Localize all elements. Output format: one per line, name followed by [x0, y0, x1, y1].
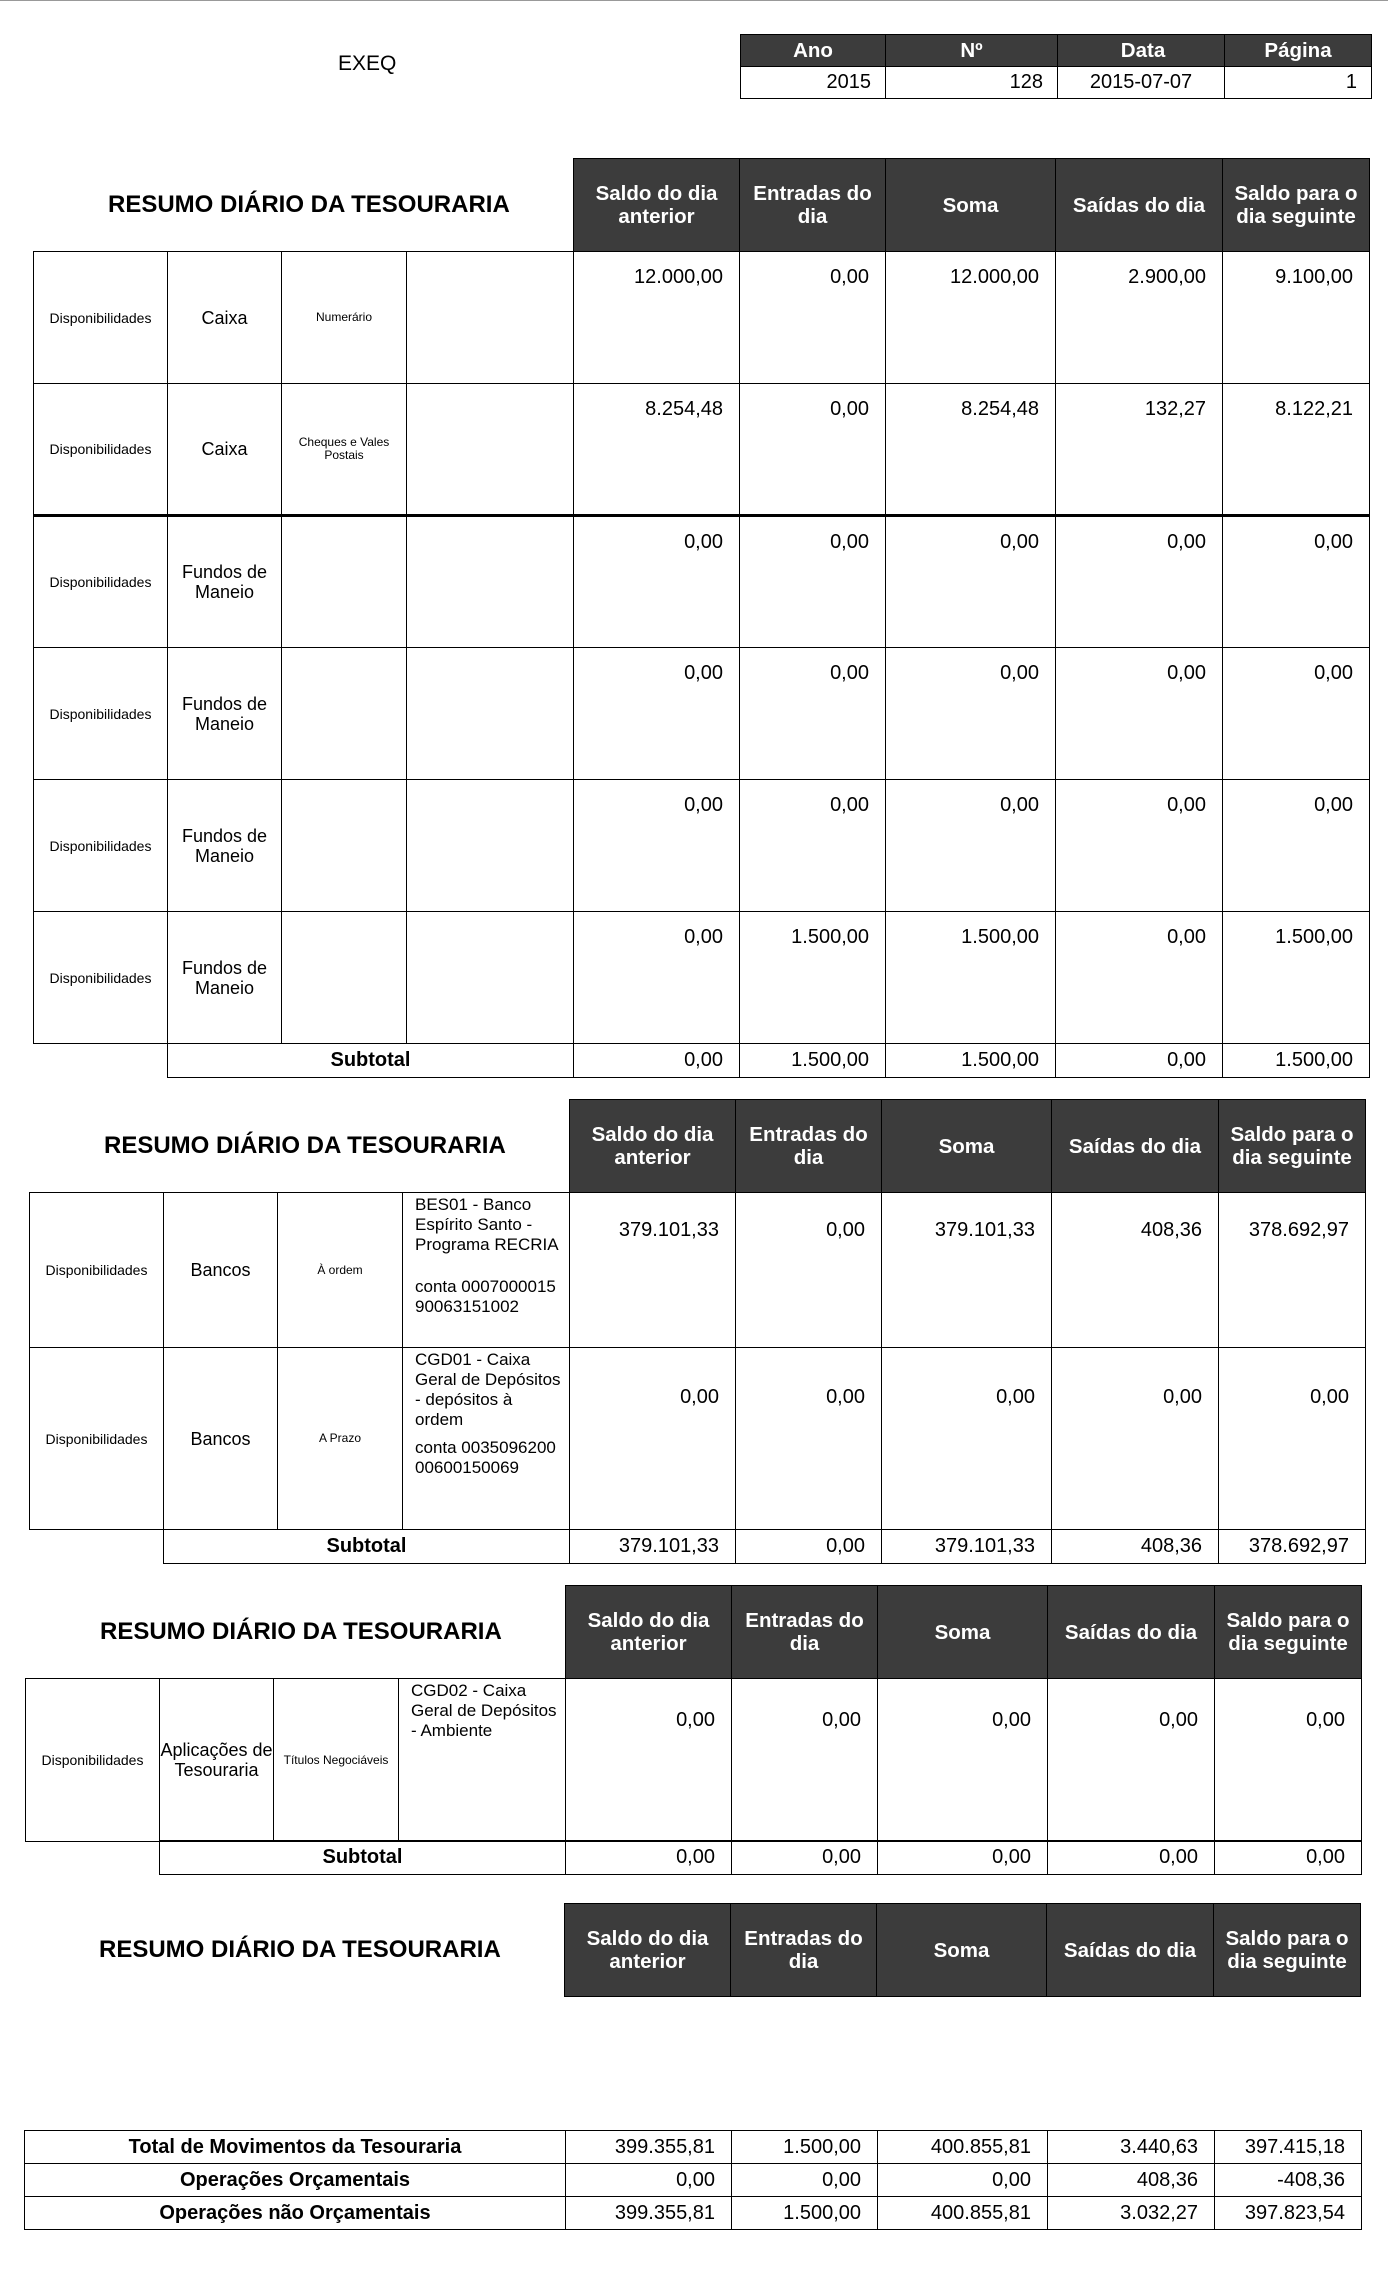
total-next-balance: 397.415,18 [1215, 2131, 1362, 2164]
value-inflows: 0,00 [740, 516, 886, 648]
col-header-next-balance: Saldo para o dia seguinte [1219, 1100, 1366, 1193]
account-group: Bancos [164, 1193, 278, 1348]
value-outflows: 0,00 [1056, 648, 1223, 780]
account-class: Disponibilidades [34, 912, 168, 1044]
totals-table [24, 2130, 1362, 2230]
account-class: Disponibilidades [26, 1679, 160, 1842]
subtotal-previous-balance: 379.101,33 [570, 1530, 736, 1564]
account-description [407, 252, 574, 384]
account-type [282, 780, 407, 912]
col-header-inflows: Entradas do dia [740, 159, 886, 252]
value-outflows: 0,00 [1052, 1348, 1219, 1530]
section3-column-header [565, 1585, 1362, 1679]
entity-name: EXEQ [338, 52, 397, 75]
total-outflows: 3.032,27 [1048, 2197, 1215, 2230]
col-header-outflows: Saídas do dia [1048, 1586, 1215, 1679]
value-previous-balance: 8.254,48 [574, 384, 740, 516]
value-next-balance: 8.122,21 [1223, 384, 1370, 516]
meta-number: 128 [886, 67, 1058, 99]
account-type: Numerário [282, 252, 407, 384]
col-header-previous-balance: Saldo do dia anterior [565, 1904, 731, 1997]
table-row [30, 1348, 1366, 1530]
account-class: Disponibilidades [30, 1193, 164, 1348]
bank-account-number: conta 000700001590063151002 [415, 1277, 556, 1316]
account-group: Fundos de Maneio [168, 780, 282, 912]
total-inflows: 0,00 [732, 2164, 878, 2197]
subtotal-label: Subtotal [164, 1530, 570, 1564]
value-next-balance: 0,00 [1215, 1679, 1362, 1842]
value-previous-balance: 0,00 [574, 516, 740, 648]
section-title: RESUMO DIÁRIO DA TESOURARIA [104, 1132, 506, 1159]
value-next-balance: 1.500,00 [1223, 912, 1370, 1044]
meta-page: 1 [1225, 67, 1372, 99]
col-header-previous-balance: Saldo do dia anterior [566, 1586, 732, 1679]
subtotal-sum: 0,00 [878, 1841, 1048, 1875]
total-label: Total de Movimentos da Tesouraria [25, 2131, 566, 2164]
value-sum: 0,00 [882, 1348, 1052, 1530]
document-meta-table [740, 34, 1372, 99]
value-sum: 8.254,48 [886, 384, 1056, 516]
bank-account-name: CGD01 - Caixa Geral de Depósitos - depósitos à ordem [415, 1350, 561, 1429]
account-description: CGD02 - Caixa Geral de Depósitos - Ambiente [399, 1679, 566, 1842]
subtotal-next-balance: 378.692,97 [1219, 1530, 1366, 1564]
account-type: A Prazo [278, 1348, 403, 1530]
meta-year: 2015 [741, 67, 886, 99]
value-inflows: 0,00 [740, 384, 886, 516]
col-header-inflows: Entradas do dia [736, 1100, 882, 1193]
section-title: RESUMO DIÁRIO DA TESOURARIA [99, 1936, 501, 1963]
section1-column-header [573, 158, 1370, 252]
col-header-outflows: Saídas do dia [1047, 1904, 1214, 1997]
value-inflows: 0,00 [740, 780, 886, 912]
col-header-outflows: Saídas do dia [1052, 1100, 1219, 1193]
section2-column-header [569, 1099, 1366, 1193]
col-header-sum: Soma [882, 1100, 1052, 1193]
col-header-previous-balance: Saldo do dia anterior [574, 159, 740, 252]
total-sum: 0,00 [878, 2164, 1048, 2197]
meta-label-page: Página [1225, 35, 1372, 67]
value-inflows: 0,00 [740, 648, 886, 780]
value-previous-balance: 0,00 [570, 1348, 736, 1530]
subtotal-inflows: 1.500,00 [740, 1044, 886, 1078]
total-next-balance: 397.823,54 [1215, 2197, 1362, 2230]
col-header-inflows: Entradas do dia [732, 1586, 878, 1679]
col-header-sum: Soma [878, 1586, 1048, 1679]
account-class: Disponibilidades [34, 384, 168, 516]
account-description [407, 384, 574, 516]
table-row [34, 780, 1370, 912]
table-row [34, 252, 1370, 384]
meta-date: 2015-07-07 [1058, 67, 1225, 99]
table-row [34, 384, 1370, 516]
meta-label-date: Data [1058, 35, 1225, 67]
value-inflows: 0,00 [736, 1193, 882, 1348]
subtotal-outflows: 0,00 [1056, 1044, 1223, 1078]
account-type: Títulos Negociáveis [274, 1679, 399, 1842]
col-header-previous-balance: Saldo do dia anterior [570, 1100, 736, 1193]
table-row [25, 2197, 1362, 2230]
total-outflows: 408,36 [1048, 2164, 1215, 2197]
table-row [30, 1193, 1366, 1348]
table-row [34, 912, 1370, 1044]
table-row [25, 2164, 1362, 2197]
account-description [407, 648, 574, 780]
account-type [282, 912, 407, 1044]
account-group: Fundos de Maneio [168, 648, 282, 780]
col-header-sum: Soma [886, 159, 1056, 252]
subtotal-next-balance: 1.500,00 [1223, 1044, 1370, 1078]
value-inflows: 0,00 [732, 1679, 878, 1842]
value-outflows: 0,00 [1048, 1679, 1215, 1842]
total-inflows: 1.500,00 [732, 2197, 878, 2230]
value-previous-balance: 0,00 [574, 780, 740, 912]
col-header-next-balance: Saldo para o dia seguinte [1223, 159, 1370, 252]
account-description [407, 912, 574, 1044]
meta-label-number: Nº [886, 35, 1058, 67]
account-group: Caixa [168, 384, 282, 516]
account-class: Disponibilidades [34, 648, 168, 780]
value-previous-balance: 0,00 [574, 912, 740, 1044]
subtotal-inflows: 0,00 [732, 1841, 878, 1875]
col-header-sum: Soma [877, 1904, 1047, 1997]
value-sum: 379.101,33 [882, 1193, 1052, 1348]
col-header-inflows: Entradas do dia [731, 1904, 877, 1997]
subtotal-label: Subtotal [160, 1841, 566, 1875]
value-next-balance: 0,00 [1223, 516, 1370, 648]
total-label: Operações Orçamentais [25, 2164, 566, 2197]
section1-rows [34, 252, 1370, 1044]
section-title: RESUMO DIÁRIO DA TESOURARIA [108, 191, 510, 218]
col-header-next-balance: Saldo para o dia seguinte [1214, 1904, 1361, 1997]
account-class: Disponibilidades [34, 516, 168, 648]
value-sum: 1.500,00 [886, 912, 1056, 1044]
value-outflows: 132,27 [1056, 384, 1223, 516]
total-previous-balance: 399.355,81 [566, 2197, 732, 2230]
value-outflows: 408,36 [1052, 1193, 1219, 1348]
value-next-balance: 0,00 [1223, 648, 1370, 780]
value-next-balance: 0,00 [1219, 1348, 1366, 1530]
value-inflows: 0,00 [736, 1348, 882, 1530]
meta-label-year: Ano [741, 35, 886, 67]
section3-subtotal [159, 1840, 1362, 1875]
value-outflows: 2.900,00 [1056, 252, 1223, 384]
bank-account-name: BES01 - Banco Espírito Santo - Programa RECRIA [415, 1195, 559, 1254]
subtotal-label: Subtotal [168, 1044, 574, 1078]
value-next-balance: 9.100,00 [1223, 252, 1370, 384]
value-next-balance: 0,00 [1223, 780, 1370, 912]
value-next-balance: 378.692,97 [1219, 1193, 1366, 1348]
account-description [403, 1193, 570, 1348]
value-outflows: 0,00 [1056, 912, 1223, 1044]
total-label: Operações não Orçamentais [25, 2197, 566, 2230]
account-description [407, 780, 574, 912]
account-class: Disponibilidades [34, 780, 168, 912]
subtotal-inflows: 0,00 [736, 1530, 882, 1564]
top-rule [0, 0, 1388, 1]
value-sum: 0,00 [886, 780, 1056, 912]
value-inflows: 0,00 [740, 252, 886, 384]
section-title: RESUMO DIÁRIO DA TESOURARIA [100, 1618, 502, 1645]
value-previous-balance: 0,00 [574, 648, 740, 780]
subtotal-sum: 379.101,33 [882, 1530, 1052, 1564]
total-sum: 400.855,81 [878, 2131, 1048, 2164]
value-previous-balance: 12.000,00 [574, 252, 740, 384]
subtotal-sum: 1.500,00 [886, 1044, 1056, 1078]
subtotal-previous-balance: 0,00 [574, 1044, 740, 1078]
col-header-outflows: Saídas do dia [1056, 159, 1223, 252]
section1-table [33, 251, 1370, 1044]
account-class: Disponibilidades [34, 252, 168, 384]
table-row [26, 1679, 1362, 1842]
total-inflows: 1.500,00 [732, 2131, 878, 2164]
account-group: Caixa [168, 252, 282, 384]
total-outflows: 3.440,63 [1048, 2131, 1215, 2164]
section4-column-header [564, 1903, 1361, 1997]
section2-table [29, 1192, 1366, 1530]
value-sum: 0,00 [886, 648, 1056, 780]
section3-table [25, 1678, 1362, 1842]
total-next-balance: -408,36 [1215, 2164, 1362, 2197]
total-previous-balance: 399.355,81 [566, 2131, 732, 2164]
bank-account-number: conta 003509620000600150069 [415, 1438, 556, 1477]
account-type: À ordem [278, 1193, 403, 1348]
section1-subtotal [167, 1043, 1370, 1078]
value-sum: 0,00 [878, 1679, 1048, 1842]
value-sum: 0,00 [886, 516, 1056, 648]
total-previous-balance: 0,00 [566, 2164, 732, 2197]
value-inflows: 1.500,00 [740, 912, 886, 1044]
account-type: Cheques e Vales Postais [282, 384, 407, 516]
account-group: Aplicações de Tesouraria [160, 1679, 274, 1842]
account-description [403, 1348, 570, 1530]
table-row [25, 2131, 1362, 2164]
account-group: Bancos [164, 1348, 278, 1530]
table-row [34, 516, 1370, 648]
subtotal-outflows: 408,36 [1052, 1530, 1219, 1564]
table-row [34, 648, 1370, 780]
section2-subtotal [163, 1529, 1366, 1564]
account-group: Fundos de Maneio [168, 516, 282, 648]
account-group: Fundos de Maneio [168, 912, 282, 1044]
account-type [282, 516, 407, 648]
total-sum: 400.855,81 [878, 2197, 1048, 2230]
col-header-next-balance: Saldo para o dia seguinte [1215, 1586, 1362, 1679]
account-description [407, 516, 574, 648]
subtotal-outflows: 0,00 [1048, 1841, 1215, 1875]
value-sum: 12.000,00 [886, 252, 1056, 384]
subtotal-previous-balance: 0,00 [566, 1841, 732, 1875]
value-outflows: 0,00 [1056, 780, 1223, 912]
account-type [282, 648, 407, 780]
account-class: Disponibilidades [30, 1348, 164, 1530]
value-previous-balance: 0,00 [566, 1679, 732, 1842]
value-outflows: 0,00 [1056, 516, 1223, 648]
value-previous-balance: 379.101,33 [570, 1193, 736, 1348]
subtotal-next-balance: 0,00 [1215, 1841, 1362, 1875]
